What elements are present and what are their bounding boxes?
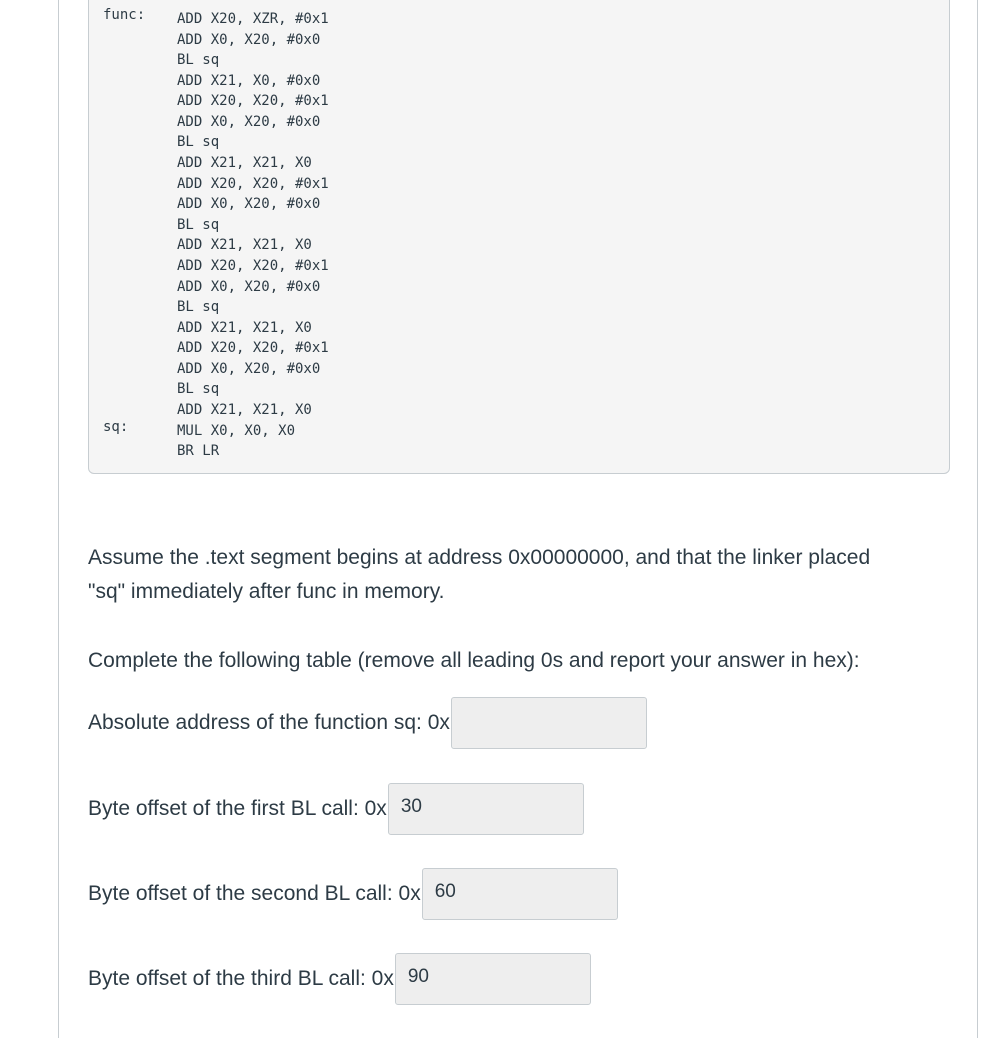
- code-line: ADD X0, X20, #0x0: [177, 196, 321, 213]
- code-line: BL sq: [177, 216, 220, 233]
- assumption-text: [88, 541, 948, 609]
- answer-input-second-bl[interactable]: 60: [422, 868, 618, 920]
- code-line: ADD X20, XZR, #0x1: [177, 11, 329, 27]
- code-line: ADD X0, X20, #0x0: [177, 113, 321, 130]
- question-label: Byte offset of the first BL call: 0x: [88, 797, 387, 820]
- code-line: ADD X21, X21, X0: [177, 237, 312, 254]
- code-line: ADD X21, X0, #0x0: [177, 72, 321, 89]
- code-line: ADD X21, X21, X0: [177, 401, 312, 418]
- code-block: [88, 0, 950, 474]
- question-label: Byte offset of the second BL call: 0x: [88, 882, 421, 905]
- assumption-line-1: Assume the .text segment begins at address 0x00000000, and that the linker placed: [88, 546, 871, 569]
- code-line: BR LR: [177, 443, 220, 460]
- question-label: Absolute address of the function sq: 0x: [88, 711, 450, 734]
- code-line: ADD X20, X20, #0x1: [177, 93, 329, 110]
- code-line: ADD X20, X20, #0x1: [177, 175, 329, 192]
- question-third-bl: [88, 953, 591, 1005]
- code-line: BL sq: [177, 381, 220, 398]
- code-line: ADD X21, X21, X0: [177, 319, 312, 336]
- code-line: ADD X0, X20, #0x0: [177, 31, 321, 48]
- code-line: MUL X0, X0, X0: [177, 422, 296, 439]
- code-line: ADD X20, X20, #0x1: [177, 340, 329, 357]
- answer-input-first-bl[interactable]: 30: [388, 783, 584, 835]
- question-label: Byte offset of the third BL call: 0x: [88, 967, 394, 990]
- code-line: ADD X21, X21, X0: [177, 155, 312, 172]
- question-sq-address: [88, 697, 647, 749]
- answer-input-sq-address[interactable]: [451, 697, 647, 749]
- instruction-text: Complete the following table (remove all leading 0s and report your answer in hex):: [88, 649, 860, 672]
- question-second-bl: [88, 868, 618, 920]
- code-line: BL sq: [177, 299, 220, 316]
- code-line: BL sq: [177, 52, 220, 69]
- code-line: ADD X0, X20, #0x0: [177, 278, 321, 295]
- answer-input-third-bl[interactable]: 90: [395, 953, 591, 1005]
- assumption-line-2: "sq" immediately after func in memory.: [88, 580, 445, 603]
- code-line: ADD X0, X20, #0x0: [177, 360, 321, 377]
- code-line: BL sq: [177, 134, 220, 151]
- code-line: ADD X20, X20, #0x1: [177, 257, 329, 274]
- sq-label: sq:: [103, 419, 129, 435]
- func-label: func:: [103, 7, 146, 23]
- code-lines: [177, 9, 329, 462]
- question-first-bl: [88, 783, 584, 835]
